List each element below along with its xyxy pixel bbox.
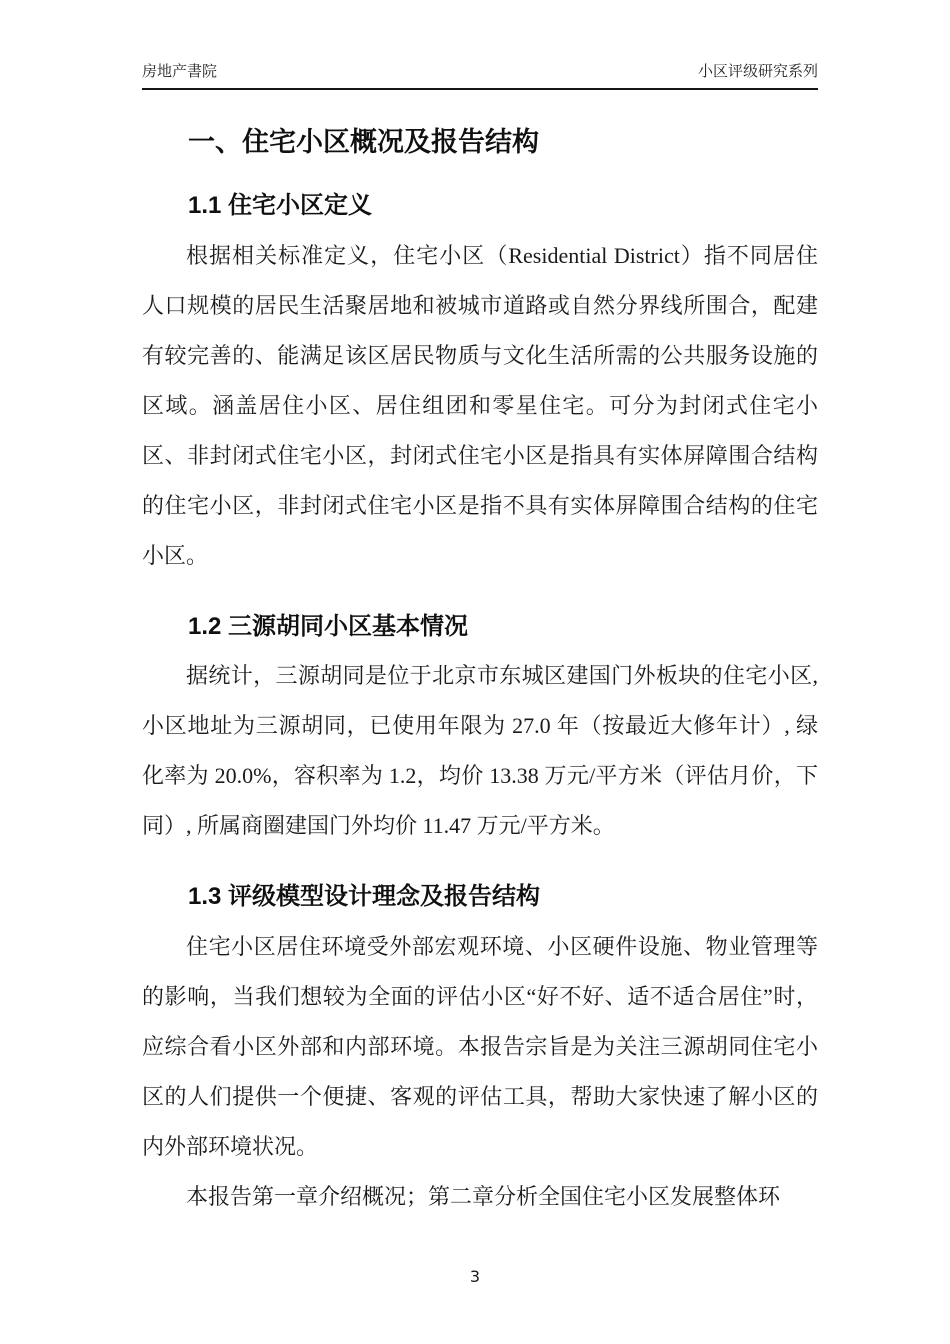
header-right-text: 小区评级研究系列 <box>697 63 818 80</box>
section-heading-1-2: 1.2 三源胡同小区基本情况 <box>188 612 469 640</box>
paragraph-community-overview: 据统计，三源胡同是位于北京市东城区建国门外板块的住宅小区, 小区地址为三源胡同，已使用年限为 27.0 年（按最近大修年计）, 绿化率为 20.0%，容积率为 1.2，均价 13.38 万元/平方米（评估月价，下同）, 所属商圈建国门外均价 11.47 万元/平方米。 <box>142 663 818 839</box>
page-footer <box>0 1267 950 1286</box>
paragraph-report-structure: 本报告第一章介绍概况；第二章分析全国住宅小区发展整体环 <box>186 1183 781 1209</box>
page-header <box>142 60 818 88</box>
section-heading-1-3: 1.3 评级模型设计理念及报告结构 <box>188 883 541 911</box>
document-body <box>142 124 818 1222</box>
header-left-text: 房地产書院 <box>142 63 218 80</box>
header-divider <box>142 88 818 90</box>
paragraph-definition: 根据相关标准定义，住宅小区（Residential District）指不同居住人口规模的居民生活聚居地和被城市道路或自然分界线所围合，配建有较完善的、能满足该区居民物质与文化生活所需的公共服务设施的区域。涵盖居住小区、居住组团和零星住宅。可分为封闭式住宅小区、非封闭式住宅小区，封闭式住宅小区是指具有实体屏障围合结构的住宅小区，非封闭式住宅小区是指不具有实体屏障围合结构的住宅小区。 <box>142 242 818 568</box>
page-number: 3 <box>469 1267 481 1286</box>
chapter-title: 一、住宅小区概况及报告结构 <box>188 127 539 157</box>
section-heading-1-1: 1.1 住宅小区定义 <box>188 192 373 220</box>
paragraph-rating-model-concept: 住宅小区居住环境受外部宏观环境、小区硬件设施、物业管理等的影响，当我们想较为全面的评估小区“好不好、适不适合居住”时，应综合看小区外部和内部环境。本报告宗旨是为关注三源胡同住宅小区的人们提供一个便捷、客观的评估工具，帮助大家快速了解小区的内外部环境状况。 <box>142 933 818 1159</box>
